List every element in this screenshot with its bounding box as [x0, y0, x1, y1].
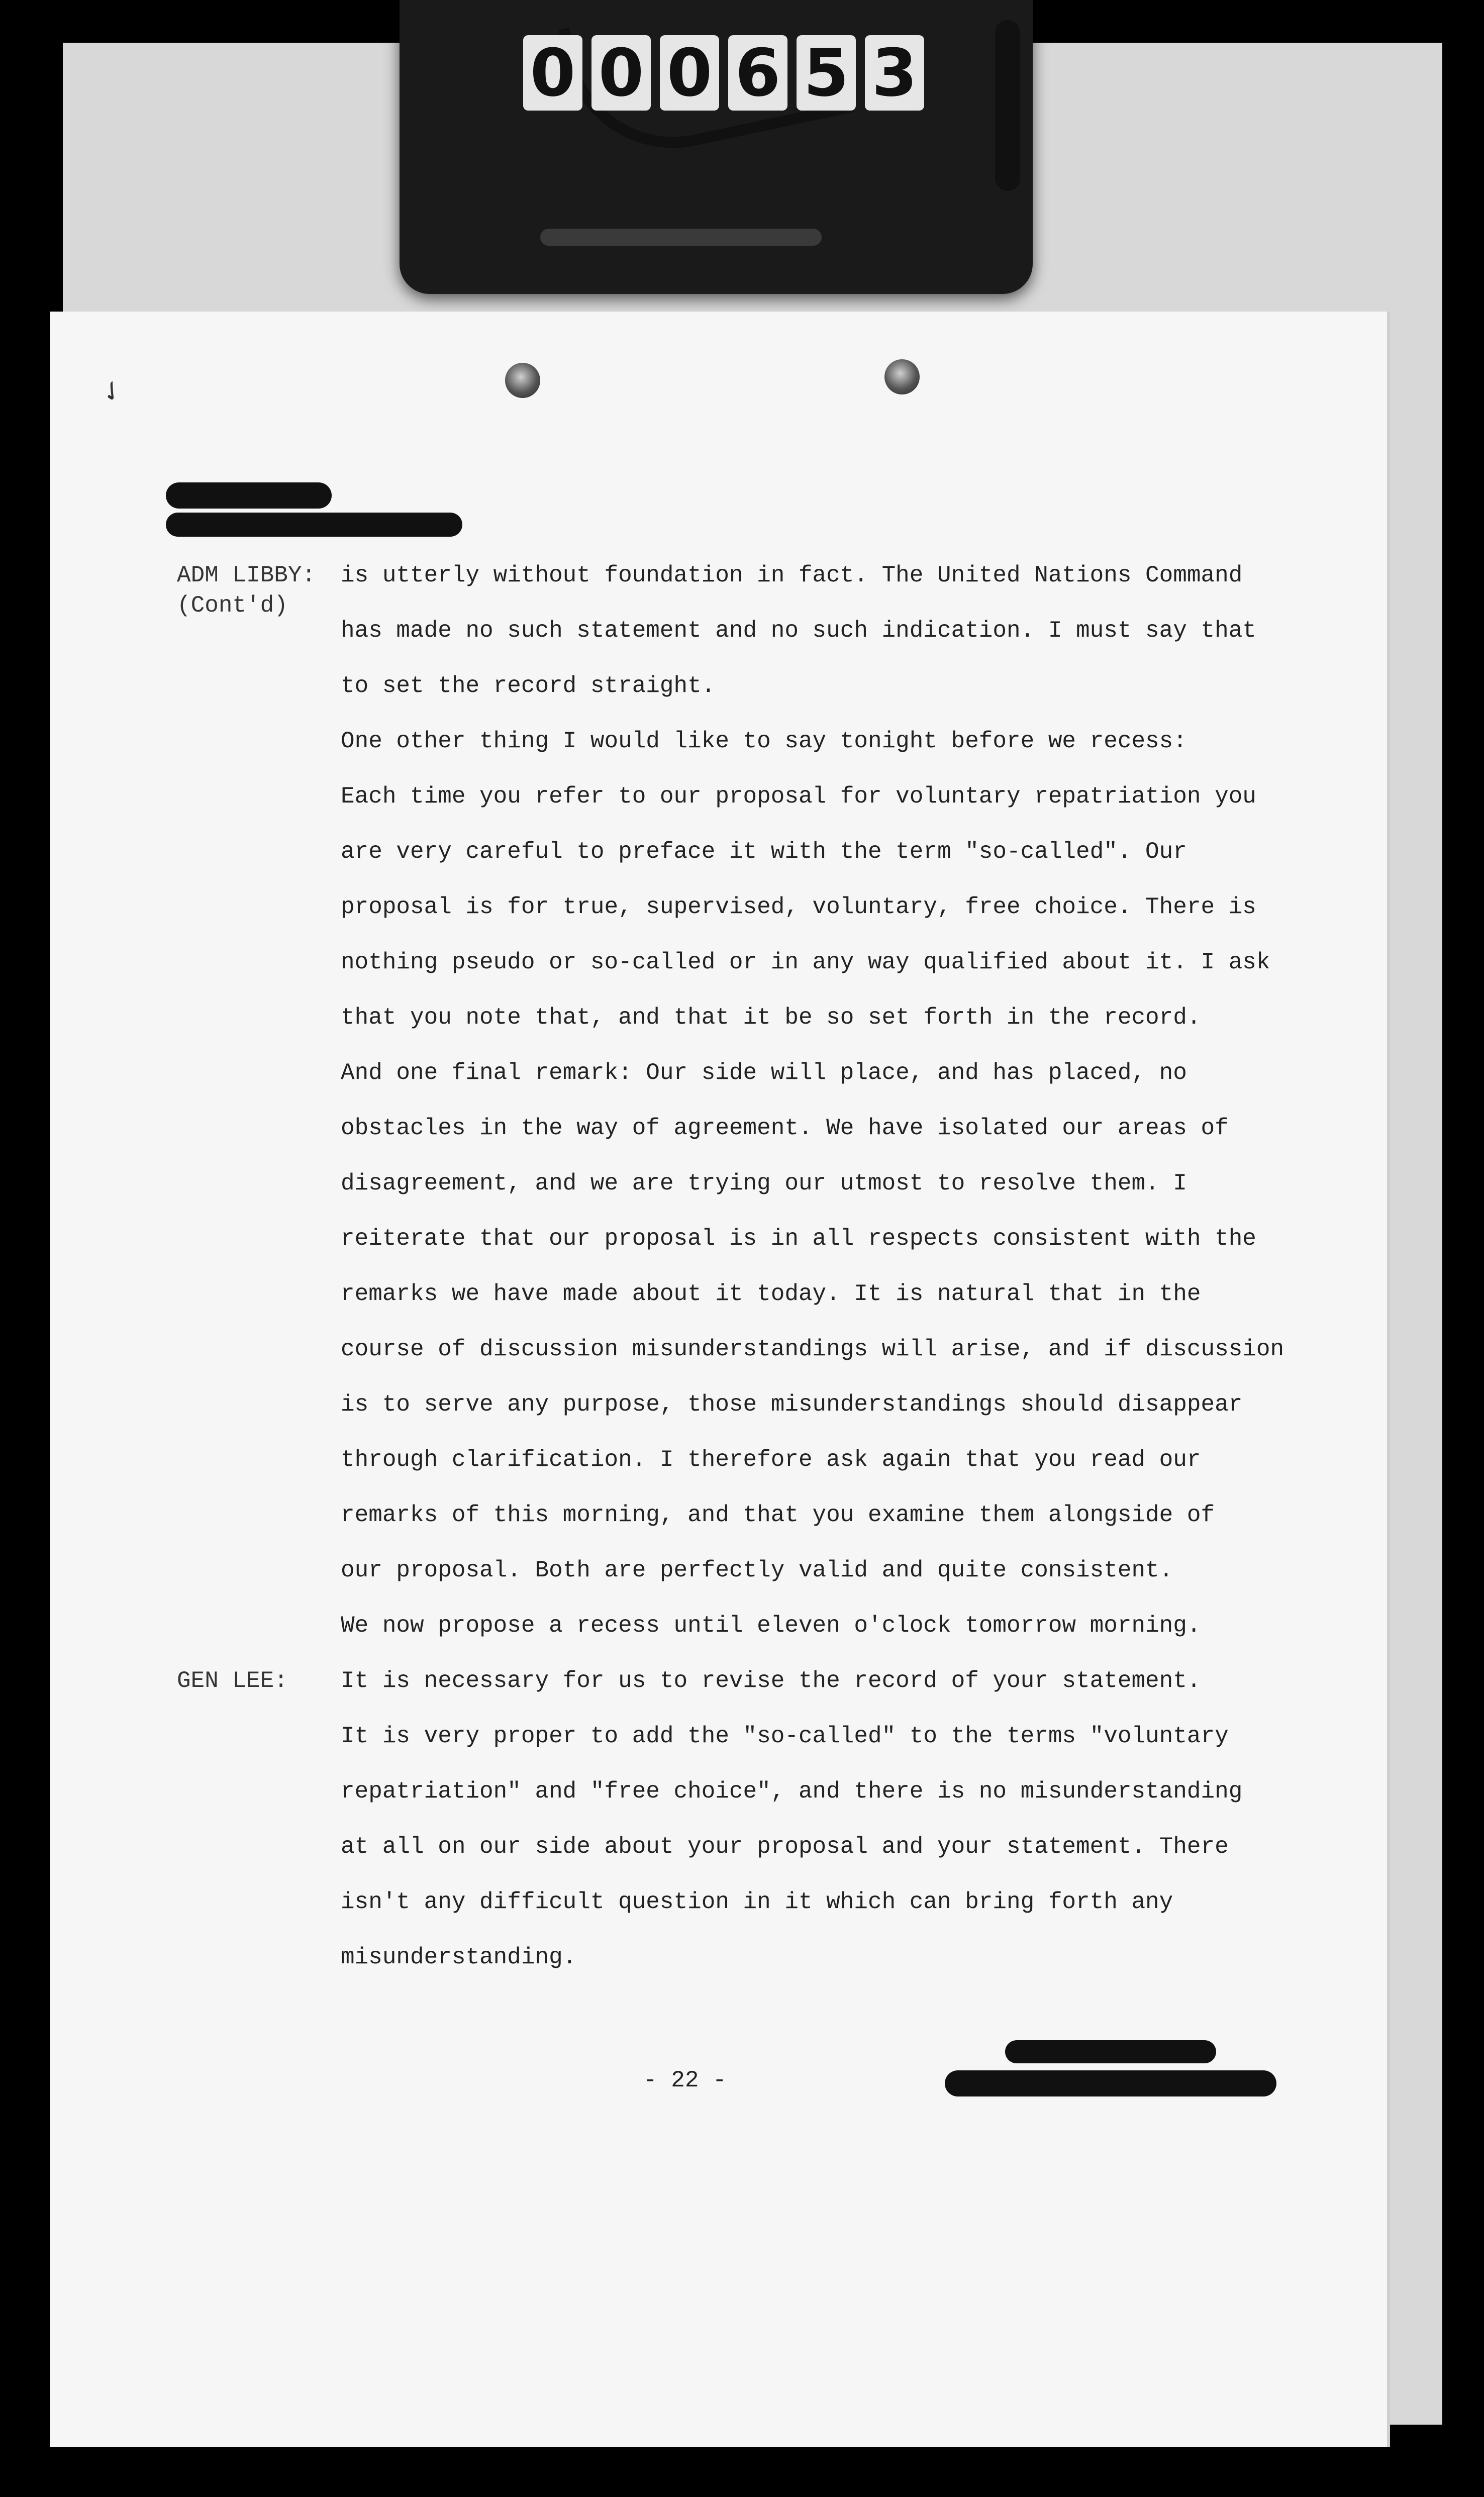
speaker-label: GEN LEE: [177, 1668, 288, 1694]
redaction-bar [166, 513, 462, 537]
text-line: It is very proper to add the "so-called" to the terms "voluntary [341, 1723, 1229, 1749]
redaction-bar [945, 2070, 1276, 2096]
text-line: our proposal. Both are perfectly valid and quite consistent. [341, 1557, 1173, 1583]
text-line: has made no such statement and no such indication. I must say that [341, 618, 1256, 644]
counter-digit: 5 [797, 35, 856, 111]
document-page [50, 312, 1387, 2447]
text-line: repatriation" and "free choice", and there is no misunderstanding [341, 1778, 1243, 1805]
punch-hole [505, 363, 540, 398]
text-line: reiterate that our proposal is in all respects consistent with the [341, 1226, 1256, 1252]
counter-digit: 0 [523, 35, 582, 111]
text-line: remarks of this morning, and that you examine them alongside of [341, 1502, 1215, 1528]
punch-hole [884, 359, 920, 394]
text-line: nothing pseudo or so-called or in any way qualified about it. I ask [341, 949, 1270, 975]
pencil-mark: ✓ [95, 373, 131, 412]
text-line: course of discussion misunderstandings will arise, and if discussion [341, 1336, 1284, 1362]
text-line: isn't any difficult question in it which can bring forth any [341, 1889, 1173, 1915]
text-line: And one final remark: Our side will place, and has placed, no [341, 1060, 1187, 1086]
text-line: are very careful to preface it with the term "so-called". Our [341, 839, 1187, 865]
speaker-label: ADM LIBBY: [177, 562, 316, 588]
speaker-continued-label: (Cont'd) [177, 592, 288, 619]
text-line: that you note that, and that it be so set forth in the record. [341, 1005, 1201, 1031]
text-line: proposal is for true, supervised, voluntary, free choice. There is [341, 894, 1256, 920]
text-line: Each time you refer to our proposal for voluntary repatriation you [341, 783, 1256, 810]
counter-digit: 0 [591, 35, 651, 111]
counter-cable [995, 20, 1020, 191]
text-line: misunderstanding. [341, 1944, 577, 1970]
text-line: to set the record straight. [341, 673, 716, 699]
text-line: disagreement, and we are trying our utmost to resolve them. I [341, 1170, 1187, 1196]
redaction-bar [1005, 2040, 1216, 2063]
text-line: is utterly without foundation in fact. The United Nations Command [341, 562, 1243, 588]
text-line: It is necessary for us to revise the record of your statement. [341, 1668, 1201, 1694]
counter-slot [540, 229, 822, 246]
text-line: is to serve any purpose, those misunderstandings should disappear [341, 1391, 1243, 1418]
page-number: - 22 - [643, 2067, 727, 2093]
text-line: at all on our side about your proposal and your statement. There [341, 1834, 1229, 1860]
frame-counter-device [400, 0, 1033, 294]
text-line: remarks we have made about it today. It is natural that in the [341, 1281, 1201, 1307]
counter-digit: 6 [728, 35, 787, 111]
redaction-bar [166, 482, 332, 509]
text-line: obstacles in the way of agreement. We have isolated our areas of [341, 1115, 1229, 1141]
text-line: We now propose a recess until eleven o'clock tomorrow morning. [341, 1613, 1201, 1639]
text-line: through clarification. I therefore ask again that you read our [341, 1447, 1201, 1473]
counter-digit: 0 [660, 35, 719, 111]
counter-digit: 3 [865, 35, 924, 111]
text-line: One other thing I would like to say tonight before we recess: [341, 728, 1187, 754]
frame-counter [515, 35, 932, 111]
